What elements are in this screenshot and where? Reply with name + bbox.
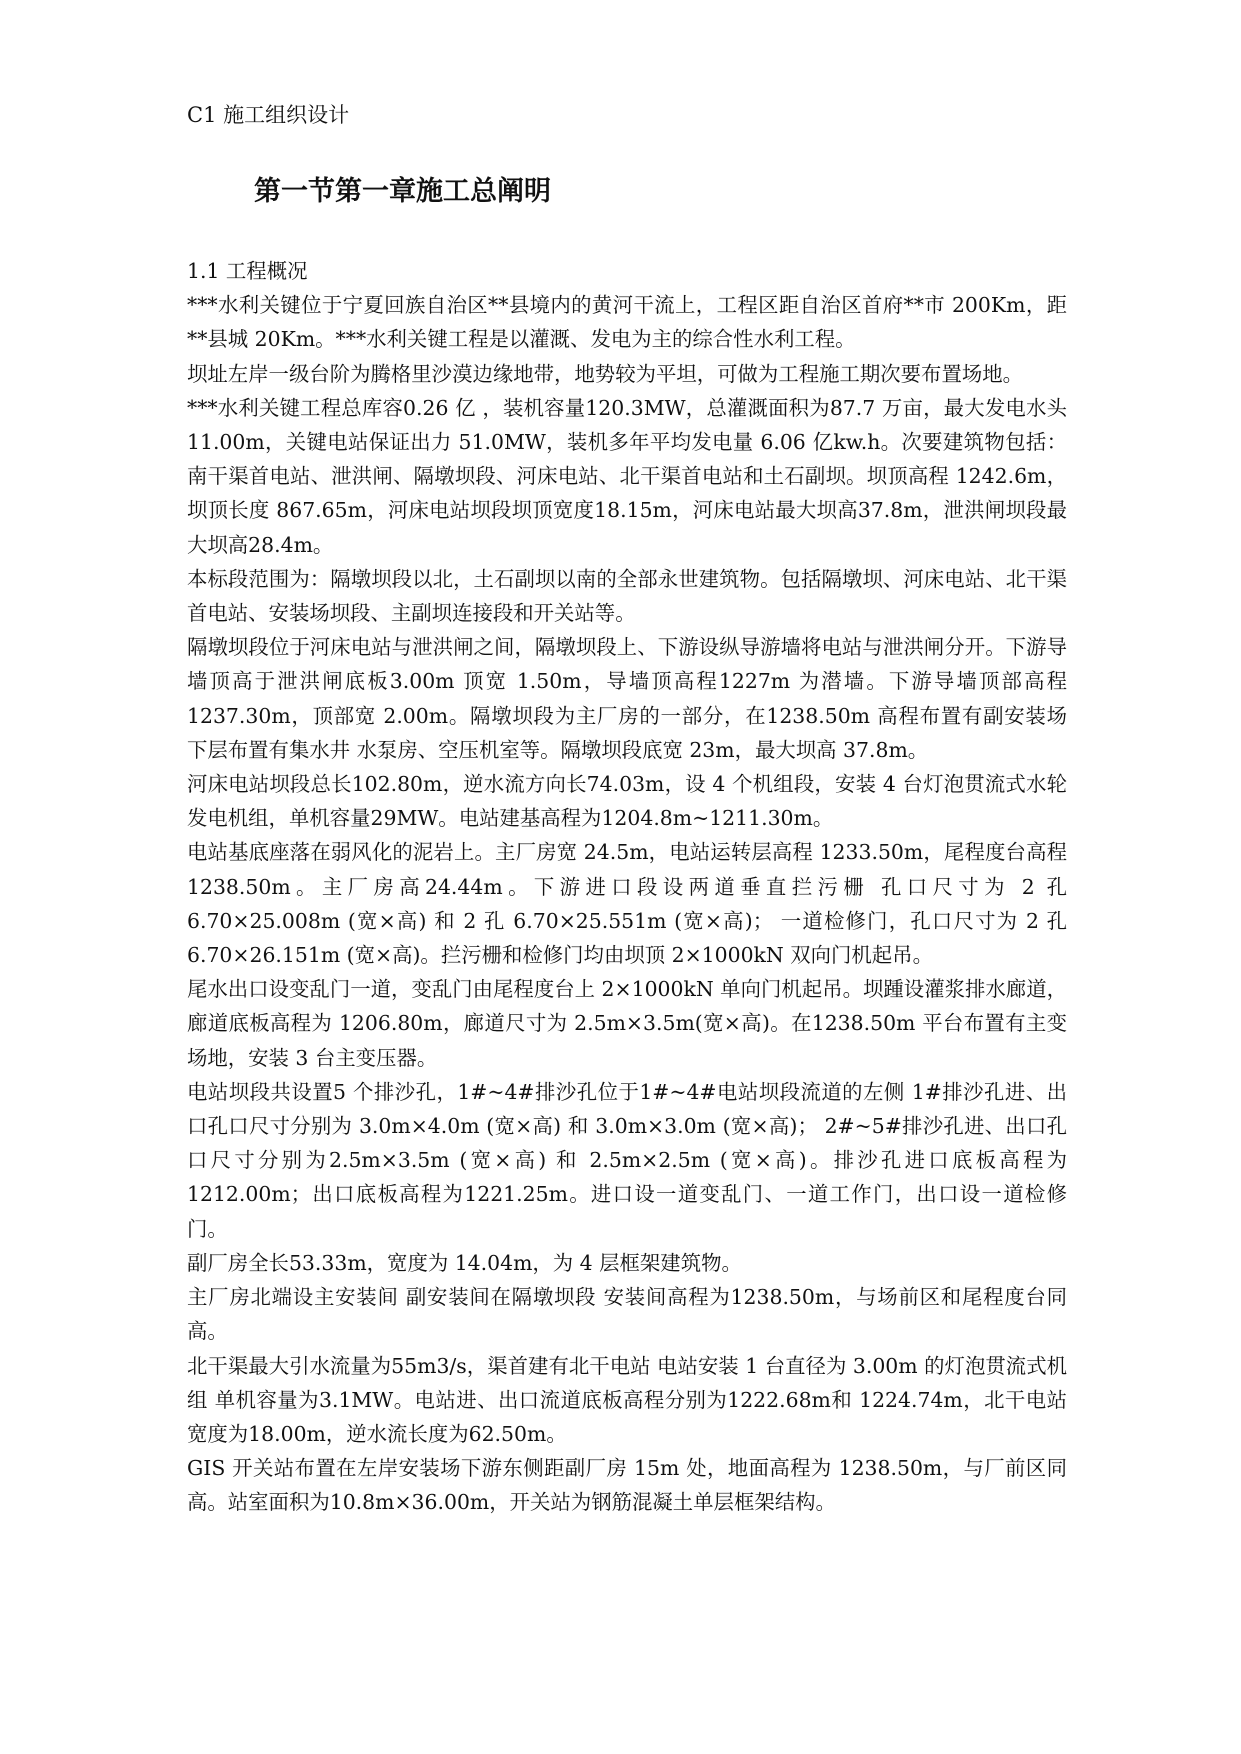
section-heading: 1.1 工程概况: [187, 259, 308, 283]
paragraph: 隔墩坝段位于河床电站与泄洪闸之间，隔墩坝段上、下游设纵导游墙将电站与泄洪闸分开。下游导墙顶高于泄洪闸底板3.00m 顶宽 1.50m，导墙顶高程1227m 为潜墙。下游导墙顶部高程 1237.30m，顶部宽 2.00m。隔墩坝段为主厂房的一部分，在1238.50m 高程布置有副安装场 下层布置有集水井 水泵房、空压机室等。隔墩坝段底宽 23m，最大坝高 37.8m。: [187, 635, 1067, 762]
paragraph: ***水利关键位于宁夏回族自治区**县境内的黄河干流上，工程区距自治区首府**市 200Km，距**县城 20Km。***水利关键工程是以灌溉、发电为主的综合性水利工程。: [187, 293, 1067, 352]
paragraph: ***水利关键工程总库容0.26 亿 ，装机容量120.3MW，总灌溉面积为87.7 万亩，最大发电水头 11.00m，关键电站保证出力 51.0MW，装机多年平均发电量 6.06 亿kw.h。次要建筑物包括：南干渠首电站、泄洪闸、隔墩坝段、河床电站、北干渠首电站和土石副坝。坝顶高程 1242.6m，坝顶长度 867.65m，河床电站坝段坝顶宽度18.15m，河床电站最大坝高37.8m，泄洪闸坝段最大坝高28.4m。: [187, 395, 1067, 557]
paragraph: 副厂房全长53.33m，宽度为 14.04m，为 4 层框架建筑物。: [187, 1250, 742, 1275]
paragraph: 坝址左岸一级台阶为腾格里沙漠边缘地带，地势较为平坦，可做为工程施工期次要布置场地。: [187, 361, 1024, 386]
paragraph: 北干渠最大引水流量为55m3/s，渠首建有北干电站 电站安装 1 台直径为 3.00m 的灯泡贯流式机组 单机容量为3.1MW。电站进、出口流道底板高程分别为1222.68m和 1224.74m，北干电站宽度为18.00m，逆水流长度为62.50m。: [187, 1353, 1067, 1446]
chapter-title: 第一节第一章施工总阐明: [254, 176, 551, 207]
paragraph: 电站基底座落在弱风化的泥岩上。主厂房宽 24.5m，电站运转层高程 1233.50m，尾程度台高程1238.50m。主厂房高24.44m。下游进口段设两道垂直拦污栅 孔口尺寸为 2 孔 6.70×25.008m (宽×高) 和 2 孔 6.70×25.551m (宽×高)； 一道检修门，孔口尺寸为 2 孔 6.70×26.151m (宽×高)。拦污栅和检修门均由坝顶 2×1000kN 双向门机起吊。: [187, 840, 1067, 968]
document-label: C1 施工组织设计: [187, 103, 350, 127]
paragraph: 主厂房北端设主安装间 副安装间在隔墩坝段 安装间高程为1238.50m，与场前区和尾程度台同高。: [187, 1285, 1067, 1344]
paragraph: 电站坝段共设置5 个排沙孔，1#~4#排沙孔位于1#~4#电站坝段流道的左侧 1#排沙孔进、出口孔口尺寸分别为 3.0m×4.0m (宽×高) 和 3.0m×3.0m (宽×高)； 2#~5#排沙孔进、出口孔口尺寸分别为2.5m×3.5m (宽×高) 和 2.5m×2.5m (宽×高)。排沙孔进口底板高程为1212.00m；出口底板高程为1221.25m。进口设一道变乱门、一道工作门，出口设一道检修门。: [187, 1079, 1067, 1241]
document-body: [187, 254, 1067, 1520]
paragraph: GIS 开关站布置在左岸安装场下游东侧距副厂房 15m 处，地面高程为 1238.50m，与厂前区同高。站室面积为10.8m×36.00m，开关站为钢筋混凝土单层框架结构。: [187, 1456, 1067, 1515]
paragraph: 河床电站坝段总长102.80m，逆水流方向长74.03m，设 4 个机组段，安装 4 台灯泡贯流式水轮发电机组，单机容量29MW。电站建基高程为1204.8m~1211.30m。: [187, 772, 1067, 831]
paragraph: 本标段范围为：隔墩坝段以北，土石副坝以南的全部永世建筑物。包括隔墩坝、河床电站、北干渠首电站、安装场坝段、主副坝连接段和开关站等。: [187, 566, 1067, 626]
paragraph: 尾水出口设变乱门一道，变乱门由尾程度台上 2×1000kN 单向门机起吊。坝踵设灌浆排水廊道，廊道底板高程为 1206.80m，廊道尺寸为 2.5m×3.5m(宽×高)。在1238.50m 平台布置有主变场地，安装 3 台主变压器。: [187, 977, 1067, 1070]
